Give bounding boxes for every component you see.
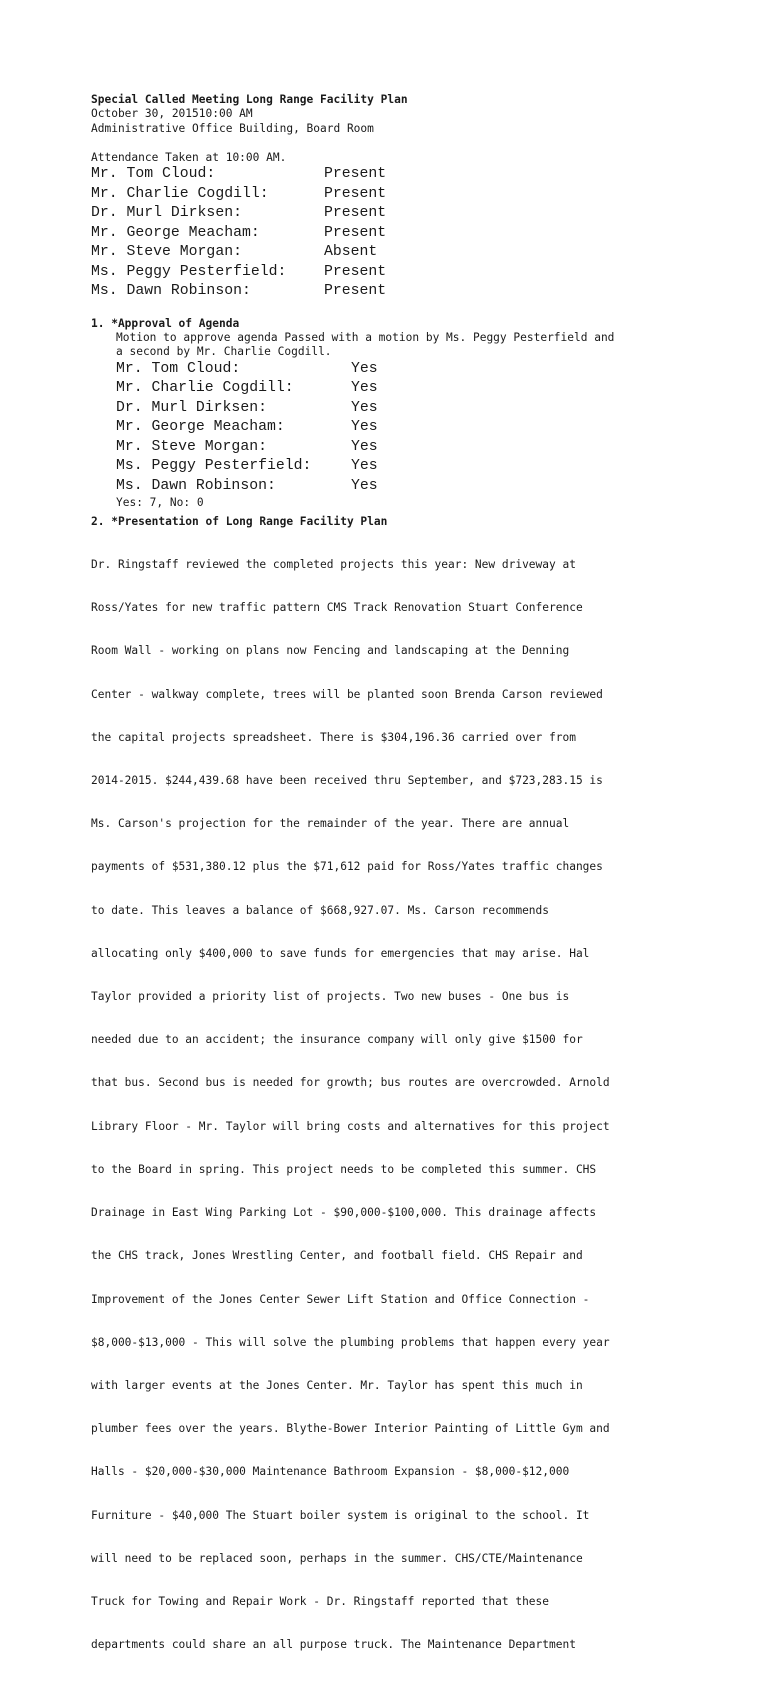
paragraph-line: payments of $531,380.12 plus the $71,612 paid for Ross/Yates traffic changes — [91, 860, 603, 874]
member-status: Present — [324, 283, 387, 300]
paragraph-line: Halls - $20,000-$30,000 Maintenance Bathroom Expansion - $8,000-$12,000 — [91, 1465, 570, 1479]
attendance-row — [91, 224, 691, 244]
section-heading-facility-plan: 2. *Presentation of Long Range Facility Plan — [91, 514, 388, 528]
voter-name: Mr. Steve Morgan: — [116, 438, 267, 455]
vote-value: Yes — [351, 380, 378, 397]
paragraph-line: $8,000-$13,000 - This will solve the plumbing problems that happen every year — [91, 1335, 610, 1349]
agenda-approval-body — [91, 331, 691, 511]
vote-row — [116, 438, 691, 458]
motion-line: Motion to approve agenda Passed with a motion by Ms. Peggy Pesterfield and — [116, 330, 615, 344]
member-name: Mr. George Meacham: — [91, 224, 260, 241]
paragraph-line: that bus. Second bus is needed for growth; bus routes are overcrowded. Arnold — [91, 1076, 610, 1090]
paragraph-line: Improvement of the Jones Center Sewer Lift Station and Office Connection - — [91, 1292, 590, 1306]
voter-name: Mr. Charlie Cogdill: — [116, 380, 294, 397]
vote-value: Yes — [351, 360, 378, 377]
attendance-row — [91, 263, 691, 283]
member-name: Mr. Tom Cloud: — [91, 166, 216, 183]
paragraph-line: Drainage in East Wing Parking Lot - $90,000-$100,000. This drainage affects — [91, 1206, 597, 1220]
attendance-list — [91, 165, 691, 302]
vote-row — [116, 418, 691, 438]
paragraph-line: 2014-2015. $244,439.68 have been received thru September, and $723,283.15 is — [91, 773, 603, 787]
paragraph-line: to date. This leaves a balance of $668,927.07. Ms. Carson recommends — [91, 903, 550, 917]
paragraph-line: Taylor provided a priority list of projects. Two new buses - One bus is — [91, 990, 570, 1004]
attendance-row — [91, 243, 691, 263]
vote-row — [116, 477, 691, 497]
member-name: Mr. Charlie Cogdill: — [91, 185, 269, 202]
vote-row — [116, 399, 691, 419]
paragraph-line: Ms. Carson's projection for the remainder of the year. There are annual — [91, 817, 570, 831]
voter-name: Ms. Peggy Pesterfield: — [116, 458, 312, 475]
paragraph-line: Room Wall - working on plans now Fencing and landscaping at the Denning — [91, 644, 570, 658]
vote-value: Yes — [351, 399, 378, 416]
vote-tally: Yes: 7, No: 0 — [116, 496, 204, 510]
paragraph-line: the CHS track, Jones Wrestling Center, and football field. CHS Repair and — [91, 1249, 583, 1263]
attendance-intro: Attendance Taken at 10:00 AM. — [91, 150, 287, 164]
member-status: Present — [324, 263, 387, 280]
attendance-row — [91, 204, 691, 224]
paragraph-line: Truck for Towing and Repair Work - Dr. Ringstaff reported that these — [91, 1595, 550, 1609]
member-status: Present — [324, 185, 387, 202]
member-status: Absent — [324, 244, 378, 261]
paragraph-line: with larger events at the Jones Center. Mr. Taylor has spent this much in — [91, 1379, 583, 1393]
paragraph-line: will need to be replaced soon, perhaps in the summer. CHS/CTE/Maintenance — [91, 1551, 583, 1565]
meeting-title: Special Called Meeting Long Range Facility Plan — [91, 93, 408, 106]
vote-value: Yes — [351, 477, 378, 494]
paragraph-line: Dr. Ringstaff reviewed the completed projects this year: New driveway at — [91, 557, 576, 571]
paragraph-line: Ross/Yates for new traffic pattern CMS Track Renovation Stuart Conference — [91, 601, 583, 615]
paragraph-line: the capital projects spreadsheet. There is $304,196.36 carried over from — [91, 730, 576, 744]
vote-value: Yes — [351, 438, 378, 455]
voter-name: Mr. Tom Cloud: — [116, 360, 241, 377]
member-status: Present — [324, 205, 387, 222]
vote-row — [116, 379, 691, 399]
member-name: Ms. Peggy Pesterfield: — [91, 263, 287, 280]
paragraph-line: allocating only $400,000 to save funds for emergencies that may arise. Hal — [91, 946, 590, 960]
paragraph-line: departments could share an all purpose truck. The Maintenance Department — [91, 1638, 576, 1652]
meeting-datetime: October 30, 201510:00 AM — [91, 107, 253, 121]
member-name: Dr. Murl Dirksen: — [91, 205, 242, 222]
paragraph-line: plumber fees over the years. Blythe-Bower Interior Painting of Little Gym and — [91, 1422, 610, 1436]
paragraph-line: Center - walkway complete, trees will be planted soon Brenda Carson reviewed — [91, 687, 603, 701]
attendance-row — [91, 282, 691, 302]
facility-plan-body — [91, 529, 691, 1682]
member-name: Mr. Steve Morgan: — [91, 244, 242, 261]
vote-value: Yes — [351, 419, 378, 436]
document-page — [91, 93, 691, 1682]
vote-row — [116, 457, 691, 477]
attendance-row — [91, 165, 691, 185]
paragraph-line: needed due to an accident; the insurance company will only give $1500 for — [91, 1033, 583, 1047]
paragraph-line: Furniture - $40,000 The Stuart boiler system is original to the school. It — [91, 1508, 590, 1522]
voter-name: Ms. Dawn Robinson: — [116, 477, 276, 494]
attendance-row — [91, 185, 691, 205]
motion-line: a second by Mr. Charlie Cogdill. — [116, 345, 332, 359]
member-status: Present — [324, 224, 387, 241]
voter-name: Dr. Murl Dirksen: — [116, 399, 267, 416]
vote-row — [116, 360, 691, 380]
spacer — [91, 136, 691, 150]
member-status: Present — [324, 166, 387, 183]
section-heading-approval-of-agenda: 1. *Approval of Agenda — [91, 316, 240, 330]
paragraph-line: Library Floor - Mr. Taylor will bring costs and alternatives for this project — [91, 1119, 610, 1133]
member-name: Ms. Dawn Robinson: — [91, 283, 251, 300]
meeting-location: Administrative Office Building, Board Room — [91, 121, 374, 135]
voter-name: Mr. George Meacham: — [116, 419, 285, 436]
vote-value: Yes — [351, 458, 378, 475]
paragraph-line: to the Board in spring. This project needs to be completed this summer. CHS — [91, 1162, 597, 1176]
